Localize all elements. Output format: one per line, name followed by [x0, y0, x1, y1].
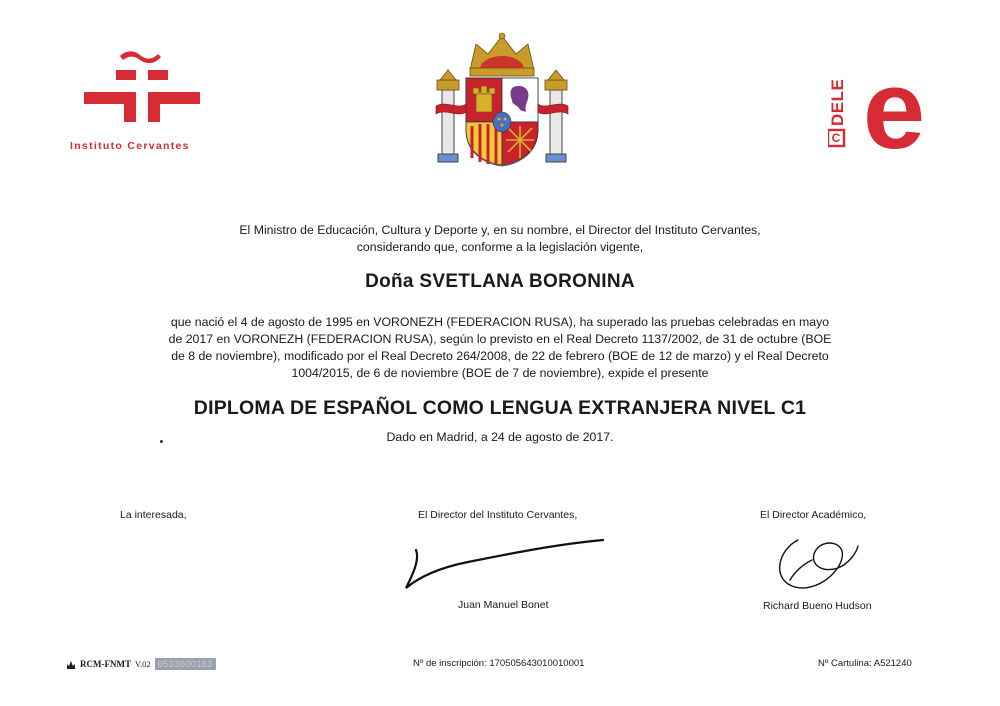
dele-emblem-icon — [828, 58, 940, 154]
instituto-cervantes-logo — [62, 48, 232, 158]
fnmt-version: V.02 — [135, 659, 151, 669]
academico-label: El Director Académico, — [760, 509, 867, 521]
director-label: El Director del Instituto Cervantes, — [418, 509, 578, 521]
director-name: Juan Manuel Bonet — [458, 599, 549, 611]
intro-line-1: El Ministro de Educación, Cultura y Deporte y, en su nombre, el Director del Instituto Cervantes, — [239, 223, 761, 237]
spanish-coat-of-arms-icon — [432, 30, 572, 172]
director-signature — [398, 532, 608, 594]
inscripcion-number: Nº de inscripción: 170505643010010001 — [413, 658, 585, 669]
dele-logo — [828, 58, 940, 154]
instituto-cervantes-emblem-icon — [82, 48, 202, 138]
diploma-title: DIPLOMA DE ESPAÑOL COMO LENGUA EXTRANJERA NIVEL C1 — [193, 397, 807, 419]
recipient-name: Doña SVETLANA BORONINA — [365, 271, 635, 292]
fnmt-label: RCM-FNMT — [80, 659, 131, 669]
stray-ink-dot — [160, 440, 163, 443]
intro-line-2: considerando que, conforme a la legislación vigente, — [356, 240, 644, 254]
fnmt-crown-icon — [66, 658, 76, 670]
interesada-label: La interesada, — [120, 509, 187, 521]
coat-of-arms-emblem — [432, 30, 572, 172]
dele-letter-e: e — [862, 58, 926, 154]
fnmt-serial-number: 0533000183 — [155, 658, 216, 670]
intro-text — [150, 222, 850, 256]
dele-wordmark: DELE — [828, 78, 847, 126]
body-paragraph: que nació el 4 de agosto de 1995 en VORONEZH (FEDERACION RUSA), ha superado las pruebas celebradas en mayo de 2017 en VORONEZH (FEDERACION RUSA), según lo previsto en el Real Decreto 1137/2002, de 31 de octubre (BOE de 8 de noviembre), modificado por el Real Decreto 264/2008, de 22 de febrero (BOE de 12 de marzo) y el Real Decreto 1004/2015, de 6 de noviembre (BOE de 7 de noviembre), expide el presente — [168, 315, 832, 380]
cartulina-number: Nº Cartulina: A521240 — [818, 658, 912, 669]
academico-name: Richard Bueno Hudson — [763, 600, 872, 612]
academico-signature — [768, 520, 868, 600]
date-line: Dado en Madrid, a 24 de agosto de 2017. — [386, 430, 614, 444]
instituto-cervantes-wordmark: Instituto Cervantes — [70, 140, 190, 152]
fnmt-mark — [66, 658, 216, 670]
svg-text:C: C — [831, 131, 841, 145]
